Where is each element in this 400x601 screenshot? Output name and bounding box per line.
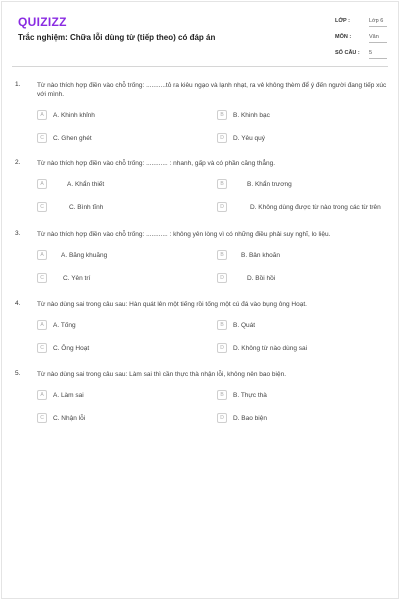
- meta-value: 5: [369, 50, 387, 59]
- question-text: Từ nào thích hợp điền vào chỗ trống: ............ : không yên lòng vì có những điều phải suy nghĩ, lo liệu.: [37, 231, 331, 238]
- option-letter-box: A: [37, 320, 47, 330]
- option-text: D. Không dùng được từ nào trong các từ trên: [250, 204, 381, 211]
- option-letter-box: B: [217, 390, 227, 400]
- option-text: A. Tống: [53, 322, 76, 329]
- option-letter-box: B: [217, 110, 227, 120]
- option-letter-box: C: [37, 273, 47, 283]
- option-text: A. Khinh khỉnh: [53, 112, 95, 119]
- option-letter-box: C: [37, 133, 47, 143]
- meta-label: MÔN :: [335, 34, 352, 40]
- option-text: B. Khẩn trương: [247, 181, 292, 188]
- option-letter-box: A: [37, 179, 47, 189]
- question-text: Từ nào thích hợp điền vào chỗ trống: ...........tỏ ra kiêu ngạo và lạnh nhạt, ra vẻ không thèm để ý đến người đang tiếp xúc với mình.: [37, 82, 387, 98]
- option-text: A. Băng khuăng: [61, 252, 108, 259]
- option-letter-box: D: [217, 413, 227, 423]
- worksheet-meta: [335, 16, 387, 64]
- option-letter-box: C: [37, 202, 47, 212]
- option-text: C. Nhận lỗi: [53, 415, 86, 422]
- option-text: A. Làm sai: [53, 392, 84, 399]
- question-number: 5.: [15, 370, 21, 377]
- header-divider: [12, 66, 388, 67]
- meta-label: LỚP :: [335, 18, 350, 24]
- option-letter-box: B: [217, 250, 227, 260]
- option-letter-box: C: [37, 413, 47, 423]
- option-text: B. Bân khoăn: [241, 252, 281, 259]
- meta-row-count: [335, 48, 387, 64]
- option-text: C. Ghen ghét: [53, 135, 92, 142]
- meta-row-class: [335, 16, 387, 32]
- option-text: A. Khẩn thiết: [67, 181, 105, 188]
- option-letter-box: A: [37, 110, 47, 120]
- page-title: Trắc nghiệm: Chữa lỗi dùng từ (tiếp theo) có đáp án: [18, 33, 216, 42]
- worksheet-header: [2, 2, 398, 64]
- option-text: D. Bồi hồi: [247, 275, 276, 282]
- question-text: Từ nào dùng sai trong câu sau: Hàn quát lên một tiếng rồi tống một cú đá vào bụng ông Hoạt.: [37, 301, 307, 308]
- option-letter-box: D: [217, 273, 227, 283]
- option-text: B. Thực thà: [233, 392, 267, 399]
- question-text: Từ nào dùng sai trong câu sau: Làm sai thì cần thực thà nhận lỗi, không nên bao biện.: [37, 371, 287, 378]
- option-text: B. Quát: [233, 322, 256, 329]
- meta-value: Văn: [369, 34, 387, 43]
- option-letter-box: C: [37, 343, 47, 353]
- option-letter-box: A: [37, 390, 47, 400]
- option-text: D. Yêu quý: [233, 135, 266, 142]
- option-text: B. Khinh bạc: [233, 112, 270, 119]
- option-letter-box: B: [217, 179, 227, 189]
- question-number: 2.: [15, 159, 21, 166]
- worksheet-page: [1, 1, 399, 599]
- option-text: C. Bình tĩnh: [69, 204, 104, 211]
- meta-label: SỐ CÂU :: [335, 50, 360, 56]
- option-text: D. Bao biện: [233, 415, 267, 422]
- option-letter-box: D: [217, 202, 227, 212]
- option-letter-box: A: [37, 250, 47, 260]
- option-letter-box: D: [217, 133, 227, 143]
- option-text: C. Yên trí: [63, 275, 91, 282]
- question-number: 1.: [15, 81, 21, 88]
- meta-value: Lớp 6: [369, 18, 387, 27]
- option-text: D. Không từ nào dùng sai: [233, 345, 308, 352]
- option-letter-box: B: [217, 320, 227, 330]
- question-text: Từ nào thích hợp điền vào chỗ trống: ............ : nhanh, gấp và có phần căng thẳng.: [37, 160, 276, 167]
- quizizz-logo: QUIZIZZ: [18, 15, 67, 29]
- question-number: 3.: [15, 230, 21, 237]
- option-letter-box: D: [217, 343, 227, 353]
- meta-row-subject: [335, 32, 387, 48]
- option-text: C. Ông Hoạt: [53, 345, 90, 352]
- question-number: 4.: [15, 300, 21, 307]
